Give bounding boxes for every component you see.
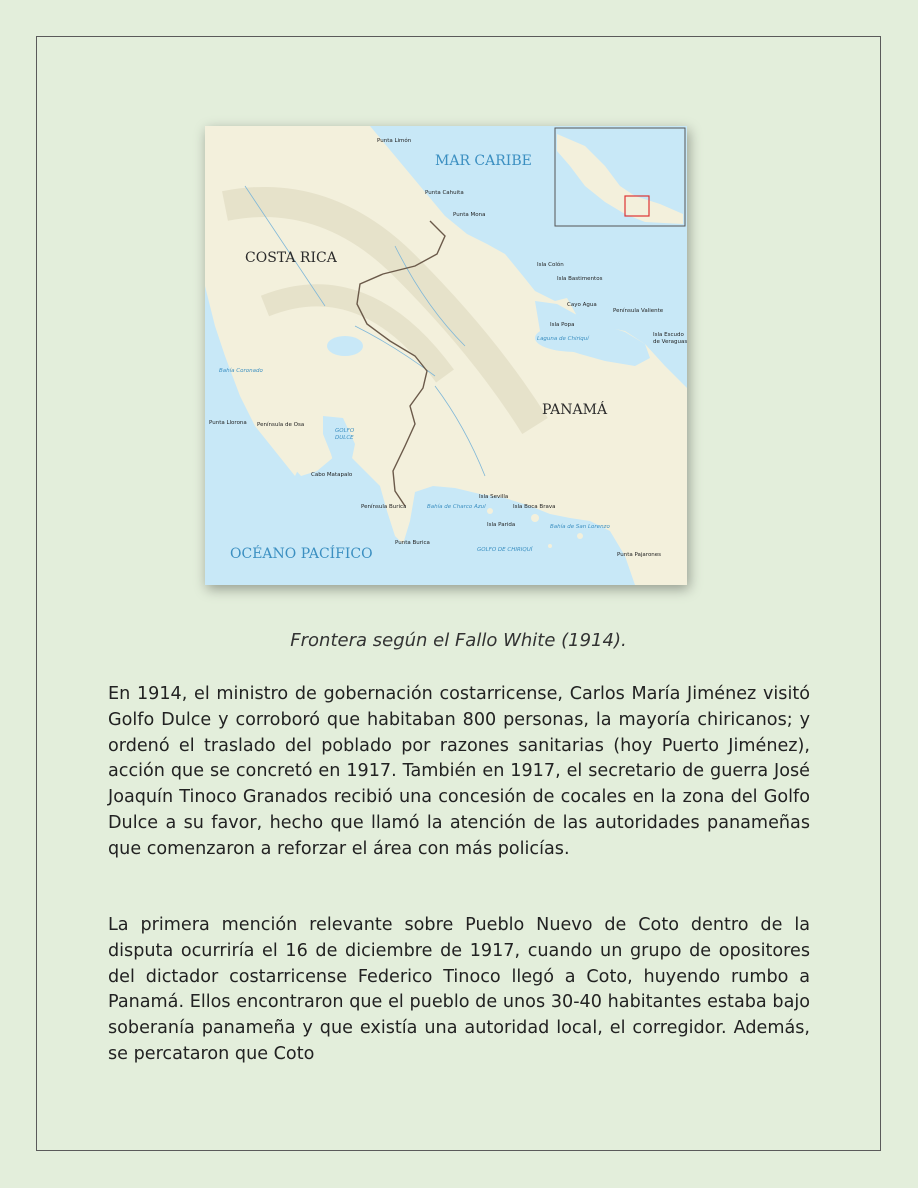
label-dulce: DULCE xyxy=(335,435,354,441)
label-punta-limon: Punta Limón xyxy=(377,138,412,144)
label-punta-pajarones: Punta Pajarones xyxy=(617,552,662,558)
label-peninsula-osa: Península de Osa xyxy=(257,422,305,428)
label-punta-mona: Punta Mona xyxy=(453,212,486,218)
label-punta-burica: Punta Burica xyxy=(395,540,430,546)
label-oceano-pacifico: OCÉANO PACÍFICO xyxy=(230,546,373,562)
label-bahia-coronado: Bahía Coronado xyxy=(219,368,263,374)
label-punta-llorona: Punta Llorona xyxy=(209,420,247,426)
label-golfo: GOLFO xyxy=(335,428,355,434)
border-map xyxy=(205,126,687,585)
body-paragraph: La primera mención relevante sobre Pueblo Nuevo de Coto dentro de la disputa ocurriría el 16 de diciembre de 1917, cuando un grupo de opositores del dictador costarricense Federico Tinoco llegó a Coto, huyendo rumbo a Panamá. Ellos encontraron que el pueblo de unos 30-40 habitantes estaba bajo soberanía panameña y que existía una autoridad local, el corregidor. Además, se percataron que Coto xyxy=(108,915,810,1064)
label-isla-boca-brava: Isla Boca Brava xyxy=(513,504,556,510)
label-laguna-chiriqui: Laguna de Chiriquí xyxy=(537,336,589,342)
body-paragraph: En 1914, el ministro de gobernación costarricense, Carlos María Jiménez visitó Golfo Dulce y corroboró que habitaban 800 personas, la mayoría chiricanos; y ordenó el traslado del poblado por razones sanitarias (hoy Puerto Jiménez), acción que se concretó en 1917. También en 1917, el secretario de guerra José Joaquín Tinoco Granados recibió una concesión de cocales en la zona del Golfo Dulce a su favor, hecho que llamó la atención de las autoridades panameñas que comenzaron a reforzar el área con más policías. xyxy=(108,684,810,859)
label-isla-bastimentos: Isla Bastimentos xyxy=(557,276,603,282)
map-caption: Frontera según el Fallo White (1914). xyxy=(290,630,627,651)
label-de-veraguas: de Veraguas xyxy=(653,339,687,345)
label-golfo-chiriqui: GOLFO DE CHIRIQUÍ xyxy=(477,547,533,553)
map-svg xyxy=(205,126,687,585)
label-peninsula-burica: Península Burica xyxy=(361,504,407,510)
label-isla-colon: Isla Colón xyxy=(537,262,564,268)
label-isla-parida: Isla Parida xyxy=(487,522,516,528)
label-costa-rica: COSTA RICA xyxy=(245,250,337,266)
label-isla-escudo: Isla Escudo xyxy=(653,332,684,338)
label-cabo-matapalo: Cabo Matapalo xyxy=(311,472,353,478)
label-cayo-agua: Cayo Agua xyxy=(567,302,597,308)
label-isla-sevilla: Isla Sevilla xyxy=(479,494,509,500)
label-isla-popa: Isla Popa xyxy=(550,322,575,328)
label-panama: PANAMÁ xyxy=(542,402,608,418)
label-mar-caribe: MAR CARIBE xyxy=(435,153,532,169)
label-bahia-san-lorenzo: Bahía de San Lorenzo xyxy=(550,524,610,530)
label-punta-cahuita: Punta Cahuita xyxy=(425,190,464,196)
label-peninsula-valiente: Península Valiente xyxy=(613,308,664,314)
label-bahia-charco-azul: Bahía de Charco Azul xyxy=(427,504,486,510)
